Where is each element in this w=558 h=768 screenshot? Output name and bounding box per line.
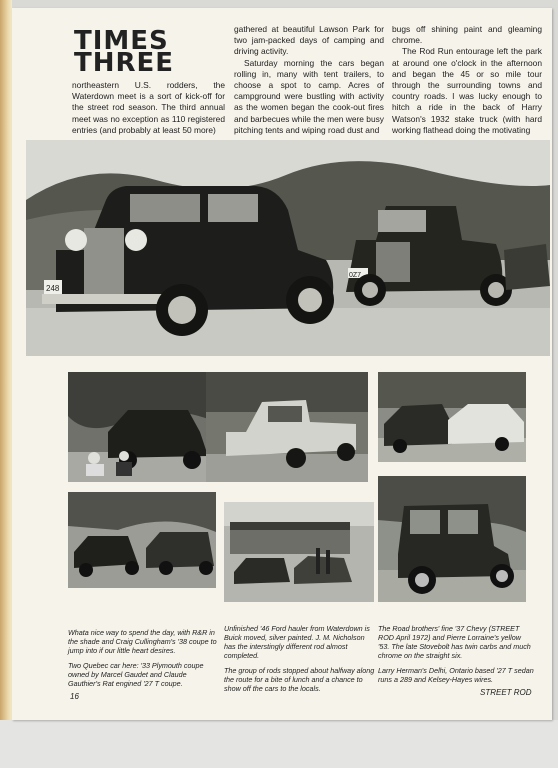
caption-column-middle	[224, 624, 376, 699]
column-2-paragraph-1: gathered at beautiful Lawson Park for two jam-packed days of camping and driving activity.	[234, 24, 384, 57]
column-3-paragraph-2: The Rod Run entourage left the park at around one o'clock in the afternoon and began the 45 or so mile tour through the surrounding towns and country roads. I was lucky enough to hitch a ride in the back of Harry Watson's 1932 stake truck (with hard working flathead doing the motivating	[392, 46, 542, 135]
magazine-page	[12, 8, 552, 720]
photo-quebec-cars	[68, 492, 216, 588]
caption-column-right	[378, 624, 534, 690]
article-title: TIMES THREE	[74, 26, 175, 78]
caption-37-chevy: The Road brothers' fine '37 Chevy (STREET ROD April 1972) and Pierre Lorraine's yellow '53. The late Stovebolt has twin carbs and much chrome on the straight six.	[378, 624, 531, 660]
photo-37-chevy-and-53	[378, 372, 526, 462]
caption-column-left	[68, 628, 220, 694]
magazine-name: STREET ROD	[480, 688, 532, 697]
text-column-1	[72, 80, 225, 136]
caption-46-ford: Unfinished '46 Ford hauler from Waterdown is Buick moved, silver painted. J. M. Nicholson has the interstingly different rod almost completed.	[224, 624, 370, 660]
photo-46-ford-hauler	[206, 372, 368, 482]
photo-27-t-sedan	[378, 476, 526, 602]
license-plate-left: 248	[46, 284, 60, 293]
main-photo-cars	[26, 140, 550, 356]
photo-shade-coupe	[68, 372, 216, 482]
column-3-paragraph-1: bugs off shining paint and gleaming chrome.	[392, 24, 542, 46]
page-number: 16	[70, 692, 79, 701]
text-column-2	[234, 24, 384, 136]
scan-margin	[0, 720, 558, 768]
column-2-paragraph-2: Saturday morning the cars began rolling in, many with tent trailers, to choose a spot to camp. Acres of campground were bustling with activity as the women began the cook-out fires and barbecues while the men were busy pitching tents and wiping road dust and	[234, 57, 384, 135]
photo-lunch-stop	[224, 502, 374, 602]
caption-quebec-cars: Two Quebec car here: '33 Plymouth coupe owned by Marcel Gaudet and Claude Gauthier's Rat engined '27 T coupe.	[68, 661, 204, 688]
caption-lunch-stop: The group of rods stopped about halfway along the route for a bite of lunch and a chance to show off the cars to the locals.	[224, 666, 375, 693]
text-column-3	[392, 24, 542, 136]
caption-27-t-sedan: Larry Herman's Delhi, Ontario based '27 T sedan runs a 289 and Kelsey-Hayes wires.	[378, 666, 534, 684]
binding-edge	[0, 0, 12, 768]
column-1-text: northeastern U.S. rodders, the Waterdown meet is a sort of kick-off for the street rod season. The third annual meet was no exception as 110 registered entries (and probably at least 50 more)	[72, 80, 225, 135]
caption-shade-coupe: Whata nice way to spend the day, with R&R in the shade and Craig Cullingham's '38 coupe to jump into if our little heart desires.	[68, 628, 217, 655]
license-plate-right: 0Z7	[349, 272, 362, 279]
